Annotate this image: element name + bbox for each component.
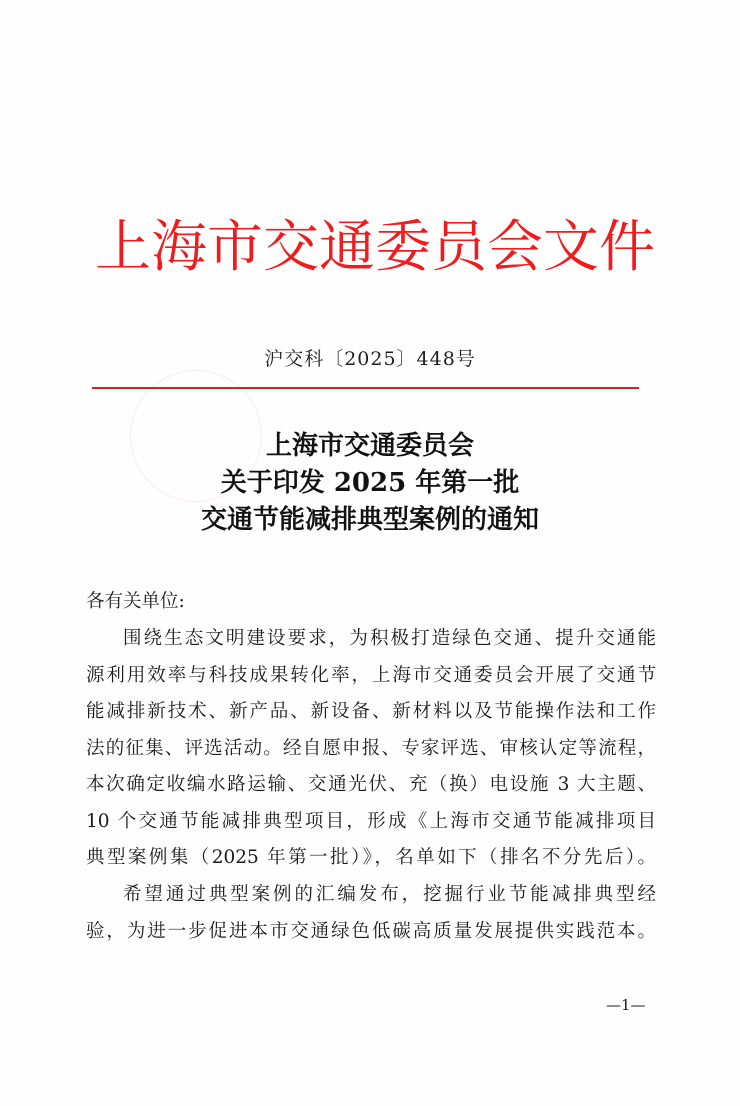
- document-number: 沪交科〔2025〕448号: [264, 348, 476, 370]
- paragraph-line: 10 个交通节能减排典型项目，形成《上海市交通节能减排项目: [86, 810, 656, 832]
- paragraph-line: 能减排新技术、新产品、新设备、新材料以及节能操作法和工作: [86, 701, 656, 722]
- header-char: 通: [319, 215, 375, 280]
- paragraph-line: 源利用效率与科技成果转化率，上海市交通委员会开展了交通节: [86, 664, 656, 686]
- paragraph-line: 法的征集、评选活动。经自愿申报、专家评选、审核认定等流程，: [86, 737, 656, 759]
- title-line: 关于印发 2025 年第一批: [220, 468, 520, 498]
- header-char: 文: [543, 215, 599, 280]
- paragraph-line: 典型案例集（2025 年第一批）》，名单如下（排名不分先后）。: [86, 847, 656, 868]
- title-line: 交通节能减排典型案例的通知: [200, 505, 539, 535]
- header-char: 上: [95, 215, 151, 280]
- header-char: 会: [487, 215, 543, 280]
- paragraph-line: 围绕生态文明建设要求，为积极打造绿色交通、提升交通能: [123, 628, 656, 649]
- header-char: 件: [599, 215, 655, 280]
- paragraph-line: 本次确定收编水路运输、交通光伏、充（换）电设施 3 大主题、: [86, 774, 656, 795]
- body-paragraph-2: [86, 877, 656, 950]
- red-divider-line: [92, 387, 639, 389]
- header-char: 海: [151, 215, 207, 280]
- body-paragraph-1: [86, 621, 656, 877]
- paragraph-line: 验，为进一步促进本市交通绿色低碳高质量发展提供实践范本。: [86, 920, 656, 942]
- notice-title: [0, 428, 740, 539]
- salutation: 各有关单位:: [86, 591, 185, 612]
- title-line: 上海市交通委员会: [265, 431, 474, 461]
- header-char: 市: [207, 215, 263, 280]
- paragraph-line: 希望通过典型案例的汇编发布，挖掘行业节能减排典型经: [123, 884, 656, 905]
- document-header-red-title: [95, 208, 655, 288]
- page-number: —1—: [606, 996, 646, 1014]
- header-char: 交: [263, 215, 319, 280]
- header-char: 员: [431, 215, 487, 280]
- header-char: 委: [375, 215, 431, 280]
